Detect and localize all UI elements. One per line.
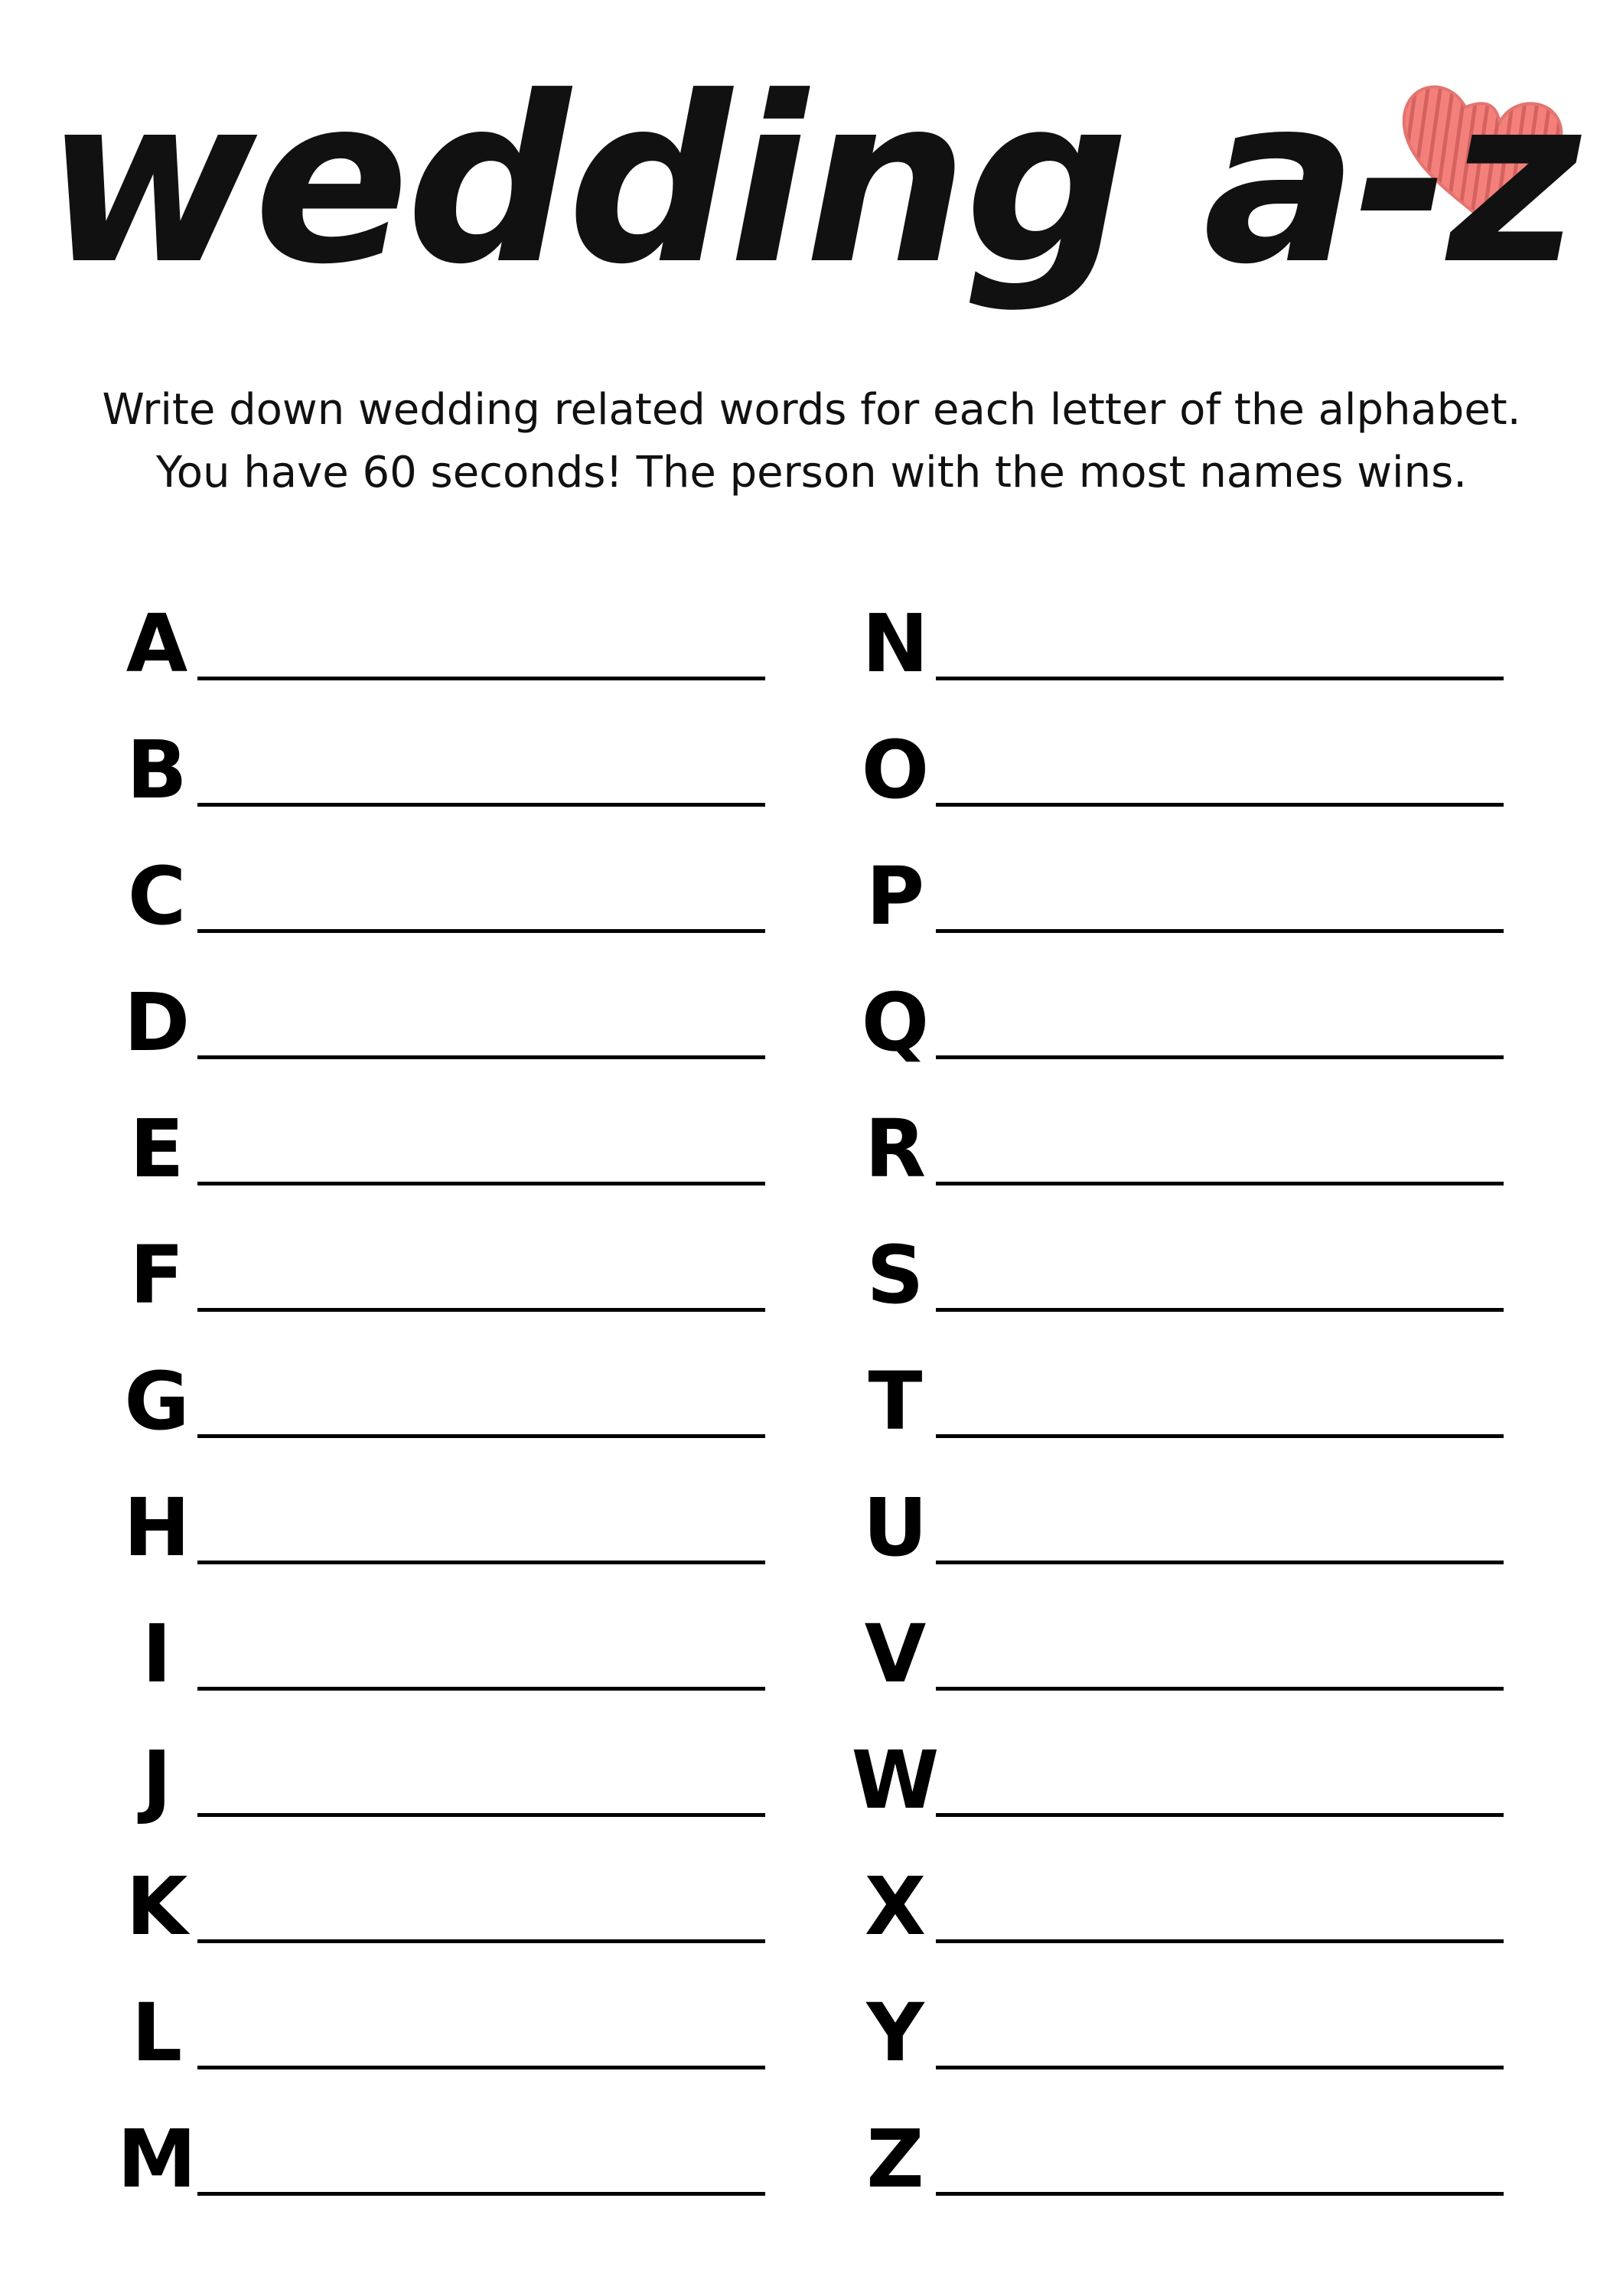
- answer-line[interactable]: [936, 2066, 1504, 2069]
- left-column: [107, 589, 796, 2231]
- letter-label: B: [126, 723, 187, 817]
- answer-row-k: [107, 1852, 796, 1978]
- answer-row-b: [107, 716, 796, 842]
- letter-label: I: [142, 1607, 172, 1701]
- title-area: [0, 31, 1623, 360]
- answer-row-w: [846, 1726, 1534, 1852]
- answer-row-n: [846, 589, 1534, 716]
- letter-label: Y: [866, 1986, 924, 2079]
- answer-line[interactable]: [936, 1561, 1504, 1564]
- instructions: [46, 379, 1577, 504]
- answer-line[interactable]: [936, 1308, 1504, 1312]
- answer-row-x: [846, 1852, 1534, 1978]
- letter-label: H: [123, 1481, 191, 1574]
- answer-row-m: [107, 2105, 796, 2231]
- letter-label: W: [851, 1733, 940, 1827]
- letter-label: J: [142, 1733, 172, 1827]
- letter-label: M: [117, 2112, 197, 2206]
- letter-label: N: [862, 597, 929, 690]
- letter-label: G: [124, 1355, 190, 1448]
- answer-line[interactable]: [197, 1308, 765, 1312]
- letter-label: R: [864, 1102, 927, 1195]
- answer-row-v: [846, 1600, 1534, 1726]
- answer-line[interactable]: [197, 1055, 765, 1059]
- letter-label: Z: [866, 2112, 924, 2206]
- answer-row-y: [846, 1978, 1534, 2105]
- answer-row-j: [107, 1726, 796, 1852]
- letter-label: K: [125, 1860, 188, 1953]
- letter-label: D: [123, 976, 191, 1069]
- answer-row-z: [846, 2105, 1534, 2231]
- title-graphic: [0, 31, 1623, 360]
- answer-line[interactable]: [197, 1434, 765, 1438]
- answer-row-i: [107, 1600, 796, 1726]
- right-column: [846, 589, 1534, 2231]
- answer-row-d: [107, 968, 796, 1094]
- letter-label: F: [129, 1228, 184, 1322]
- answer-row-o: [846, 716, 1534, 842]
- answer-line[interactable]: [197, 803, 765, 807]
- answer-line[interactable]: [936, 1434, 1504, 1438]
- answer-row-s: [846, 1221, 1534, 1347]
- answer-line[interactable]: [197, 2066, 765, 2069]
- letter-label: O: [861, 723, 930, 817]
- letter-label: C: [127, 850, 187, 943]
- answer-row-t: [846, 1347, 1534, 1473]
- answer-row-f: [107, 1221, 796, 1347]
- instructions-line-1: Write down wedding related words for each letter of the alphabet.: [102, 385, 1521, 435]
- answer-line[interactable]: [197, 1561, 765, 1564]
- answer-row-q: [846, 968, 1534, 1094]
- answer-line[interactable]: [197, 929, 765, 933]
- answer-line[interactable]: [936, 929, 1504, 933]
- answer-row-g: [107, 1347, 796, 1473]
- letter-label: X: [864, 1860, 927, 1953]
- letter-label: S: [866, 1228, 924, 1322]
- answer-line[interactable]: [936, 803, 1504, 807]
- answer-row-c: [107, 842, 796, 968]
- answer-line[interactable]: [197, 677, 765, 680]
- answer-line[interactable]: [936, 1182, 1504, 1186]
- answer-line[interactable]: [936, 677, 1504, 680]
- letter-label: Q: [861, 976, 930, 1069]
- answer-line[interactable]: [936, 1687, 1504, 1691]
- letter-label: A: [125, 597, 188, 690]
- answer-line[interactable]: [197, 1687, 765, 1691]
- letter-label: T: [868, 1355, 923, 1448]
- answer-line[interactable]: [936, 2192, 1504, 2196]
- answer-row-u: [846, 1473, 1534, 1600]
- answer-row-p: [846, 842, 1534, 968]
- letter-label: P: [865, 850, 925, 943]
- letter-label: V: [864, 1607, 927, 1701]
- answer-line[interactable]: [197, 1182, 765, 1186]
- answer-row-r: [846, 1094, 1534, 1221]
- answer-line[interactable]: [197, 1939, 765, 1943]
- letter-label: U: [862, 1481, 928, 1574]
- answer-row-l: [107, 1978, 796, 2105]
- instructions-line-2: You have 60 seconds! The person with the most names wins.: [155, 448, 1468, 497]
- answer-row-e: [107, 1094, 796, 1221]
- page-title: wedding a-z: [44, 47, 1578, 315]
- answer-line[interactable]: [197, 1813, 765, 1817]
- answer-line[interactable]: [197, 2192, 765, 2196]
- answer-line[interactable]: [936, 1055, 1504, 1059]
- answer-line[interactable]: [936, 1939, 1504, 1943]
- answer-line[interactable]: [936, 1813, 1504, 1817]
- letter-label: E: [129, 1102, 184, 1195]
- answer-row-h: [107, 1473, 796, 1600]
- letter-label: L: [131, 1986, 183, 2079]
- answer-row-a: [107, 589, 796, 716]
